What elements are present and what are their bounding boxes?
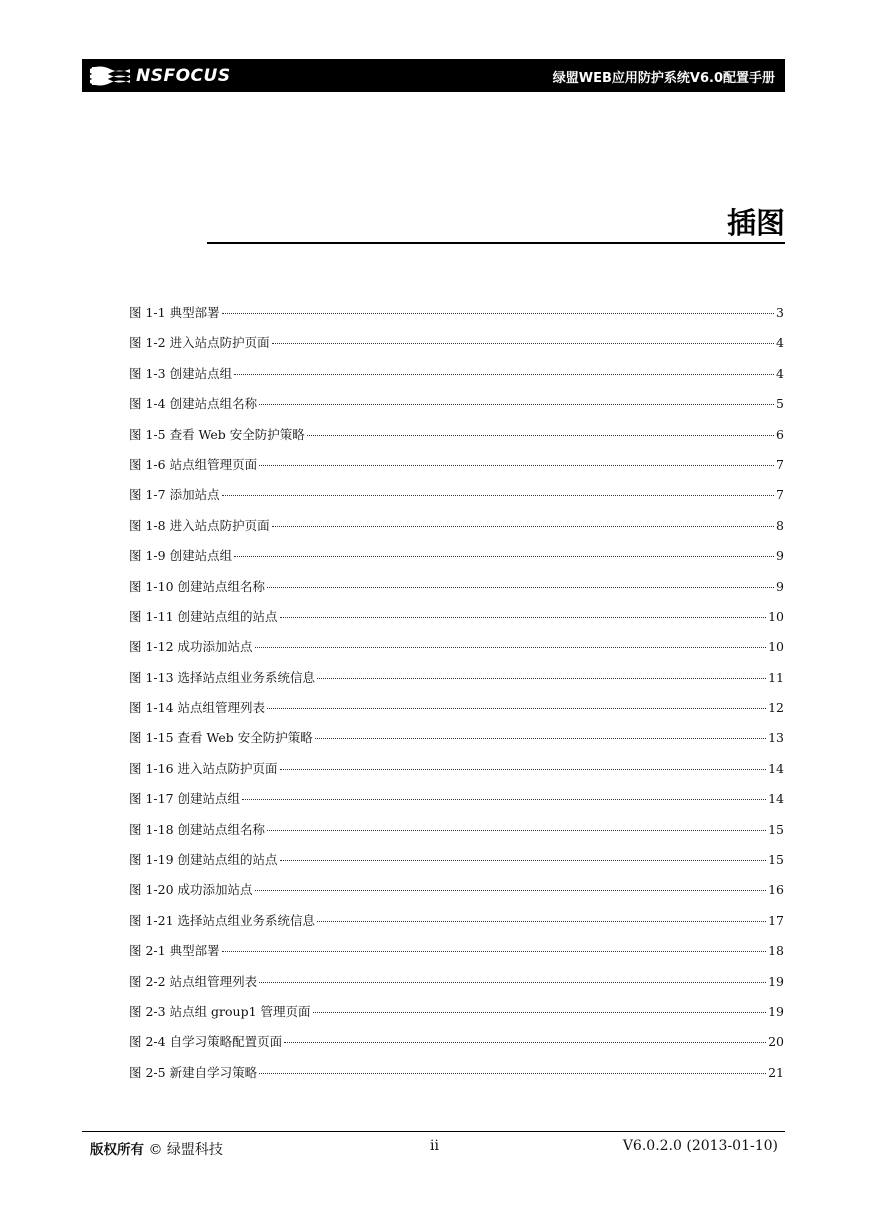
footer-divider — [82, 1131, 785, 1132]
copyright-label: 版权所有 — [90, 1142, 144, 1158]
toc-dot-leader — [272, 342, 774, 344]
toc-entry-label: 图 1-18 创建站点组名称 — [129, 821, 266, 837]
toc-entry-label: 图 2-1 典型部署 — [129, 943, 220, 959]
footer-copyright — [90, 1138, 223, 1159]
toc-entry-page: 15 — [768, 852, 784, 868]
toc-entry-page: 14 — [768, 791, 784, 807]
toc-dot-leader — [267, 586, 774, 588]
toc-entry[interactable] — [129, 789, 784, 819]
toc-entry[interactable] — [129, 850, 784, 880]
toc-entry-page: 8 — [776, 517, 784, 533]
toc-entry-label: 图 1-12 成功添加站点 — [129, 639, 253, 655]
toc-entry[interactable] — [129, 637, 784, 667]
toc-entry[interactable] — [129, 425, 784, 455]
toc-dot-leader — [234, 555, 774, 557]
toc-entry-label: 图 2-4 自学习策略配置页面 — [129, 1034, 283, 1050]
toc-entry-page: 18 — [768, 943, 784, 959]
toc-entry[interactable] — [129, 820, 784, 850]
logo-text: NSFOCUS — [136, 65, 231, 86]
toc-entry-label: 图 1-4 创建站点组名称 — [129, 396, 258, 412]
toc-entry-page: 5 — [776, 396, 784, 412]
toc-entry-label: 图 2-2 站点组管理列表 — [129, 973, 258, 989]
toc-dot-leader — [317, 677, 766, 679]
toc-entry-label: 图 1-16 进入站点防护页面 — [129, 760, 278, 776]
toc-entry-page: 15 — [768, 821, 784, 837]
toc-entry-page: 10 — [768, 639, 784, 655]
toc-entry[interactable] — [129, 303, 784, 333]
toc-entry-page: 3 — [776, 305, 784, 320]
section-title: 插图 — [726, 206, 785, 240]
toc-entry[interactable] — [129, 485, 784, 515]
toc-entry-label: 图 1-10 创建站点组名称 — [129, 578, 266, 594]
toc-entry-page: 6 — [776, 426, 784, 442]
toc-entry[interactable] — [129, 364, 784, 394]
toc-entry[interactable] — [129, 546, 784, 576]
toc-entry-label: 图 1-3 创建站点组 — [129, 365, 233, 381]
toc-entry-page: 7 — [776, 487, 784, 503]
toc-entry-page: 19 — [768, 973, 784, 989]
toc-entry[interactable] — [129, 880, 784, 910]
toc-entry-page: 21 — [768, 1064, 784, 1080]
toc-entry-label: 图 1-1 典型部署 — [129, 305, 220, 320]
toc-entry[interactable] — [129, 1002, 784, 1032]
toc-dot-leader — [272, 525, 774, 527]
toc-entry-page: 12 — [768, 700, 784, 716]
toc-entry[interactable] — [129, 759, 784, 789]
toc-entry[interactable] — [129, 941, 784, 971]
toc-entry[interactable] — [129, 516, 784, 546]
page-header — [82, 59, 785, 92]
toc-entry-label: 图 1-17 创建站点组 — [129, 791, 241, 807]
toc-dot-leader — [259, 464, 774, 466]
toc-entry-page: 20 — [768, 1034, 784, 1050]
toc-dot-leader — [313, 1011, 767, 1013]
figure-list — [129, 303, 784, 1093]
toc-dot-leader — [255, 646, 767, 648]
toc-entry[interactable] — [129, 911, 784, 941]
toc-entry-label: 图 1-15 查看 Web 安全防护策略 — [129, 730, 313, 746]
toc-dot-leader — [222, 950, 767, 952]
toc-entry-label: 图 1-19 创建站点组的站点 — [129, 852, 278, 868]
toc-dot-leader — [315, 737, 766, 739]
toc-entry-page: 16 — [768, 882, 784, 898]
toc-dot-leader — [267, 707, 766, 709]
toc-entry[interactable] — [129, 668, 784, 698]
toc-dot-leader — [284, 1041, 766, 1043]
toc-entry[interactable] — [129, 333, 784, 363]
toc-entry[interactable] — [129, 1032, 784, 1062]
toc-entry-page: 7 — [776, 456, 784, 472]
toc-dot-leader — [307, 434, 774, 436]
toc-entry-label: 图 2-5 新建自学习策略 — [129, 1064, 258, 1080]
toc-dot-leader — [259, 1072, 766, 1074]
toc-dot-leader — [222, 494, 774, 496]
section-divider — [207, 242, 785, 244]
toc-entry-page: 19 — [768, 1003, 784, 1019]
toc-entry-label: 图 1-21 选择站点组业务系统信息 — [129, 912, 316, 928]
toc-entry-label: 图 1-8 进入站点防护页面 — [129, 517, 270, 533]
toc-dot-leader — [259, 403, 774, 405]
toc-entry-label: 图 1-7 添加站点 — [129, 487, 220, 503]
toc-entry[interactable] — [129, 972, 784, 1002]
toc-entry-label: 图 1-13 选择站点组业务系统信息 — [129, 669, 316, 685]
toc-entry-page: 13 — [768, 730, 784, 746]
toc-dot-leader — [280, 768, 767, 770]
toc-entry-page: 17 — [768, 912, 784, 928]
toc-entry-page: 4 — [776, 365, 784, 381]
copyright-owner: © 绿盟科技 — [144, 1142, 223, 1158]
toc-entry-label: 图 2-3 站点组 group1 管理页面 — [129, 1003, 311, 1019]
page-number: ii — [430, 1138, 439, 1154]
nsfocus-logo — [88, 63, 231, 88]
toc-entry-label: 图 1-5 查看 Web 安全防护策略 — [129, 426, 305, 442]
toc-entry-page: 10 — [768, 608, 784, 624]
toc-entry-label: 图 1-11 创建站点组的站点 — [129, 608, 278, 624]
version-info: V6.0.2.0 (2013-01-10) — [622, 1138, 778, 1154]
toc-entry-page: 9 — [776, 548, 784, 564]
toc-dot-leader — [280, 859, 767, 861]
toc-entry-label: 图 1-14 站点组管理列表 — [129, 700, 266, 716]
document-title: 绿盟WEB应用防护系统V6.0配置手册 — [552, 71, 775, 86]
toc-dot-leader — [222, 312, 774, 314]
toc-dot-leader — [234, 373, 774, 375]
toc-entry-page: 14 — [768, 760, 784, 776]
toc-entry[interactable] — [129, 698, 784, 728]
flag-logo-icon — [88, 63, 132, 88]
toc-dot-leader — [255, 889, 767, 891]
toc-dot-leader — [280, 616, 767, 618]
toc-entry[interactable] — [129, 1063, 784, 1093]
toc-entry[interactable] — [129, 455, 784, 485]
toc-entry-label: 图 1-2 进入站点防护页面 — [129, 335, 270, 351]
toc-entry-label: 图 1-6 站点组管理页面 — [129, 456, 258, 472]
toc-entry-page: 9 — [776, 578, 784, 594]
toc-entry[interactable] — [129, 577, 784, 607]
toc-dot-leader — [267, 829, 766, 831]
toc-entry-label: 图 1-20 成功添加站点 — [129, 882, 253, 898]
toc-entry-label: 图 1-9 创建站点组 — [129, 548, 233, 564]
toc-entry-page: 11 — [768, 669, 784, 685]
toc-entry-page: 4 — [776, 335, 784, 351]
toc-entry[interactable] — [129, 394, 784, 424]
toc-dot-leader — [242, 798, 766, 800]
toc-entry[interactable] — [129, 728, 784, 758]
toc-dot-leader — [259, 981, 766, 983]
toc-entry[interactable] — [129, 607, 784, 637]
toc-dot-leader — [317, 920, 766, 922]
